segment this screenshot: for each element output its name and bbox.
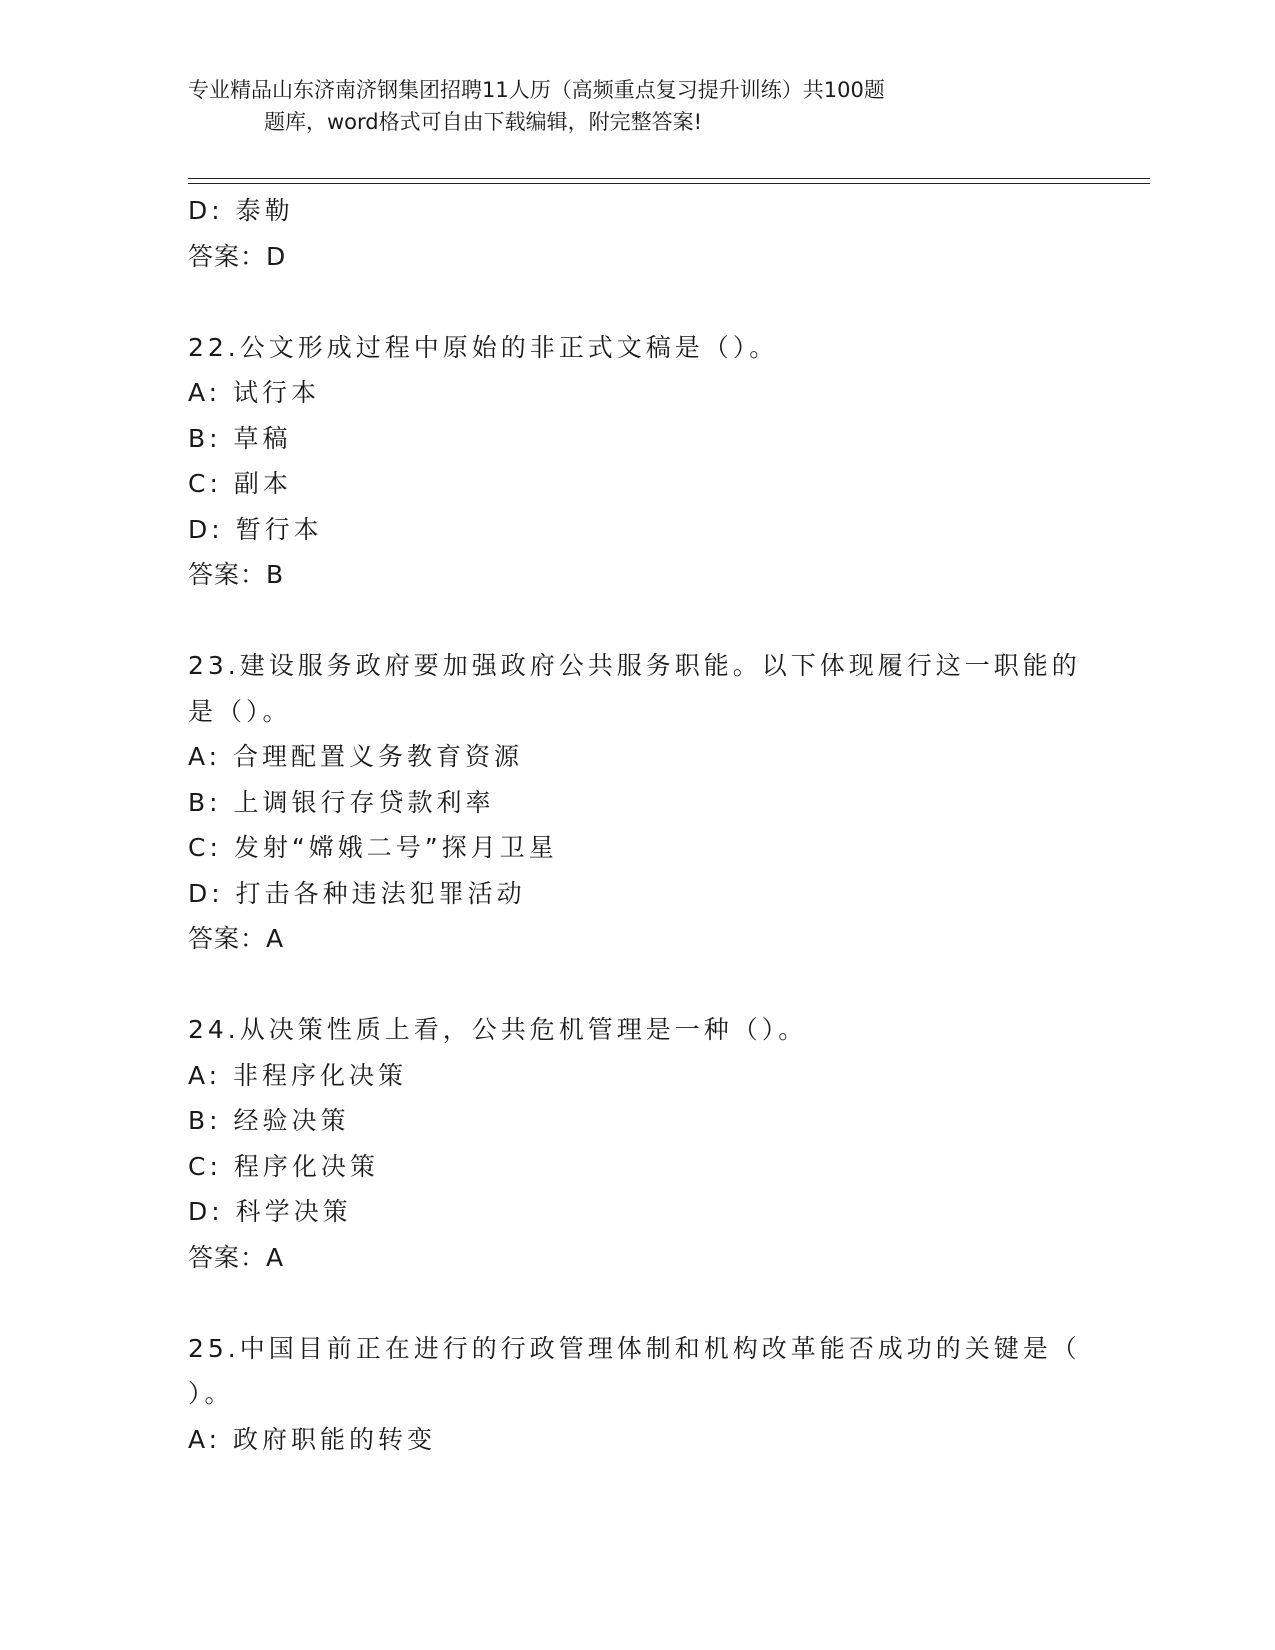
option-b: B: 草稿 bbox=[188, 423, 292, 453]
header-divider-top bbox=[188, 178, 1150, 179]
question-21-tail bbox=[188, 188, 1088, 279]
question-list bbox=[188, 188, 1088, 1462]
spacer bbox=[188, 1280, 1088, 1326]
option-c: C: 发射“嫦娥二号”探月卫星 bbox=[188, 833, 558, 862]
document-header bbox=[188, 74, 1038, 138]
question-23 bbox=[188, 643, 1088, 962]
option-c: C: 程序化决策 bbox=[188, 1151, 379, 1181]
question-stem-line-1: 23.建设服务政府要加强政府公共服务职能。以下体现履行这一职能的 bbox=[188, 651, 1081, 680]
option-a: A: 非程序化决策 bbox=[188, 1060, 408, 1090]
answer-line: 答案：A bbox=[188, 1242, 285, 1272]
question-stem: 24.从决策性质上看，公共危机管理是一种（）。 bbox=[188, 1015, 808, 1044]
answer-line: 答案：B bbox=[188, 560, 285, 589]
question-stem-line-1: 25.中国目前正在进行的行政管理体制和机构改革能否成功的关键是（ bbox=[188, 1333, 1081, 1363]
question-25 bbox=[188, 1326, 1088, 1463]
spacer bbox=[188, 279, 1088, 325]
option-d: D: 暂行本 bbox=[188, 514, 323, 544]
header-divider-bottom bbox=[188, 183, 1150, 184]
question-stem-line-2: 是（）。 bbox=[188, 696, 292, 726]
option-b: B: 经验决策 bbox=[188, 1106, 350, 1135]
option-c: C: 副本 bbox=[188, 469, 292, 498]
option-d: D: 打击各种违法犯罪活动 bbox=[188, 878, 526, 908]
header-title-line-1: 专业精品山东济南济钢集团招聘11人历（高频重点复习提升训练）共100题 bbox=[188, 78, 885, 102]
question-stem-line-2: ）。 bbox=[188, 1379, 234, 1408]
spacer bbox=[188, 598, 1088, 644]
spacer bbox=[188, 962, 1088, 1008]
answer-line: 答案：A bbox=[188, 924, 285, 953]
answer-line: 答案：D bbox=[188, 241, 287, 271]
option-a: A: 试行本 bbox=[188, 378, 321, 407]
question-22 bbox=[188, 325, 1088, 598]
option-d: D: 科学决策 bbox=[188, 1197, 352, 1226]
question-24 bbox=[188, 1007, 1088, 1280]
option-a: A: 政府职能的转变 bbox=[188, 1424, 437, 1454]
option-d: D: 泰勒 bbox=[188, 196, 294, 225]
header-title-line-2: 题库，word格式可自由下载编辑，附完整答案! bbox=[264, 110, 703, 134]
option-a: A: 合理配置义务教育资源 bbox=[188, 742, 524, 771]
question-stem: 22.公文形成过程中原始的非正式文稿是（）。 bbox=[188, 332, 779, 362]
option-b: B: 上调银行存贷款利率 bbox=[188, 787, 495, 817]
